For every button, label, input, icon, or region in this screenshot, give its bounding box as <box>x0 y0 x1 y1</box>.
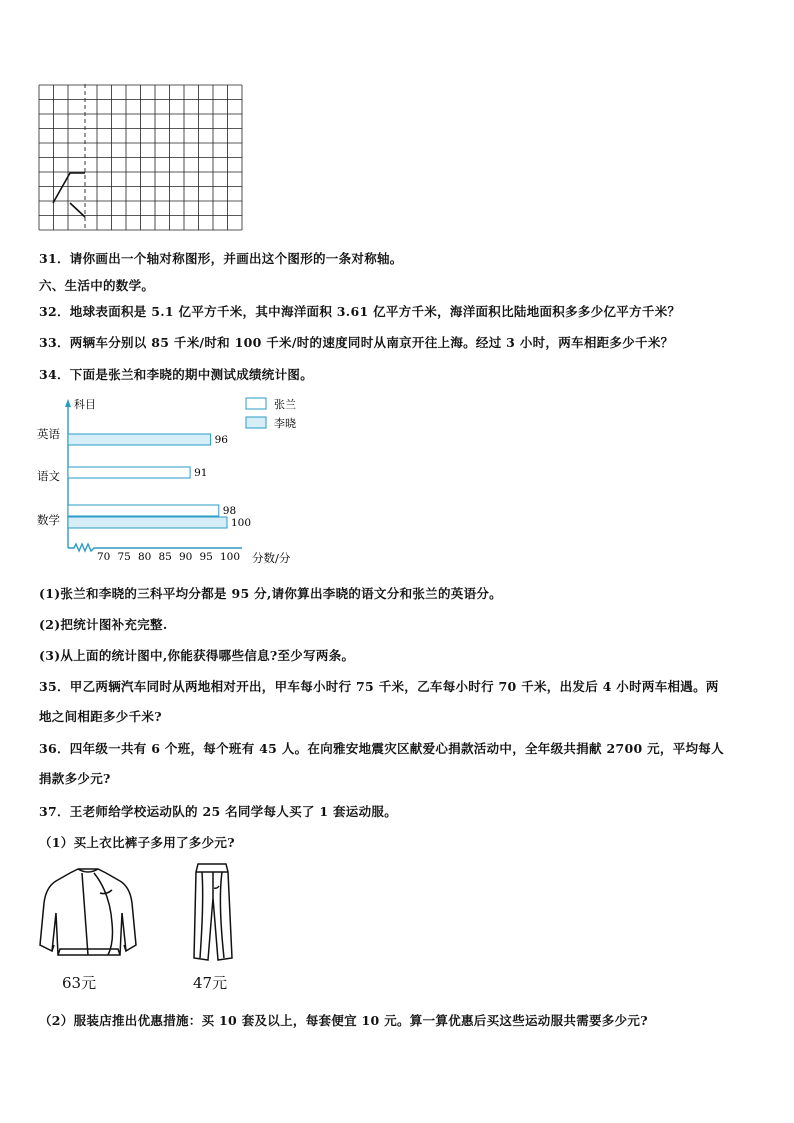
x-tick-label: 70 <box>97 551 111 563</box>
section-6-title: 六、生活中的数学。 <box>39 278 155 293</box>
question-35-line2: 地之间相距多少千米? <box>39 709 162 724</box>
x-tick-label: 80 <box>138 551 152 563</box>
swoosh-logo-pants <box>214 886 219 888</box>
category-label-english: 英语 <box>37 427 60 441</box>
question-34-2: (2)把统计图补充完整. <box>39 617 168 632</box>
swoosh-logo-jacket <box>100 890 112 894</box>
score-bar-chart <box>34 394 334 573</box>
question-32: 32．地球表面积是 5.1 亿平方千米，其中海洋面积 3.61 亿平方千米，海洋面积比陆地面积多多少亿平方千米？ <box>39 304 681 319</box>
jacket-price: 63元 <box>62 974 97 992</box>
question-37-2: （2）服装店推出优惠措施：买 10 套及以上，每套便宜 10 元。算一算优惠后买这些运动服共需要多少元? <box>39 1013 648 1028</box>
bar-李晓-英语 <box>68 434 211 445</box>
y-axis-label: 科目 <box>74 398 96 411</box>
category-label-math: 数学 <box>37 513 60 527</box>
question-31: 31．请你画出一个轴对称图形，并画出这个图形的一条对称轴。 <box>39 251 403 266</box>
pants-price: 47元 <box>193 974 228 992</box>
bar-李晓-数学 <box>68 517 227 528</box>
x-tick-label: 95 <box>199 551 213 563</box>
x-axis <box>68 544 242 551</box>
question-34-1: (1)张兰和李晓的三科平均分都是 95 分,请你算出李晓的语文分和张兰的英语分。 <box>39 586 502 601</box>
category-label-chinese: 语文 <box>37 469 60 483</box>
jacket-illustration <box>38 863 138 967</box>
question-33: 33．两辆车分别以 85 千米/时和 100 千米/时的速度同时从南京开往上海。经过 3 小时，两车相距多少千米？ <box>39 335 674 350</box>
question-34-3: (3)从上面的统计图中,你能获得哪些信息?至少写两条。 <box>39 648 355 663</box>
question-36-line1: 36．四年级一共有 6 个班，每个班有 45 人。在向雅安地震灾区献爱心捐款活动中，全年级共捐献 2700 元，平均每人 <box>39 741 724 756</box>
question-36-line2: 捐款多少元? <box>39 771 111 786</box>
x-tick-label: 75 <box>117 551 131 563</box>
question-37: 37．王老师给学校运动队的 25 名同学每人买了 1 套运动服。 <box>39 804 397 819</box>
legend-label-lixiao: 李晓 <box>274 417 296 430</box>
bar-data-label: 96 <box>214 434 228 446</box>
bar-data-label: 98 <box>222 505 237 517</box>
x-axis-label: 分数/分 <box>252 551 291 565</box>
question-35-line1: 35．甲乙两辆汽车同时从两地相对开出，甲车每小时行 75 千米，乙车每小时行 70 千米，出发后 4 小时两车相遇。两 <box>39 679 719 694</box>
bar-张兰-数学 <box>68 505 219 516</box>
bar-data-label: 91 <box>194 467 208 479</box>
half-figure-lower <box>70 203 85 217</box>
x-tick-label: 100 <box>220 551 241 563</box>
half-figure-upper <box>53 173 85 203</box>
bar-data-label: 100 <box>231 517 252 529</box>
question-34: 34．下面是张兰和李晓的期中测试成绩统计图。 <box>39 367 313 382</box>
bar-张兰-语文 <box>68 467 190 478</box>
y-axis-arrow <box>65 399 71 407</box>
legend-label-zhanglan: 张兰 <box>274 398 296 411</box>
legend-swatch-lixiao <box>246 417 266 428</box>
drawing-grid[interactable] <box>38 84 244 236</box>
pants-illustration <box>188 862 238 968</box>
question-37-1: （1）买上衣比裤子多用了多少元? <box>39 835 235 850</box>
legend-swatch-zhanglan <box>246 398 266 409</box>
x-tick-label: 90 <box>179 551 193 563</box>
x-tick-label: 85 <box>158 551 172 563</box>
